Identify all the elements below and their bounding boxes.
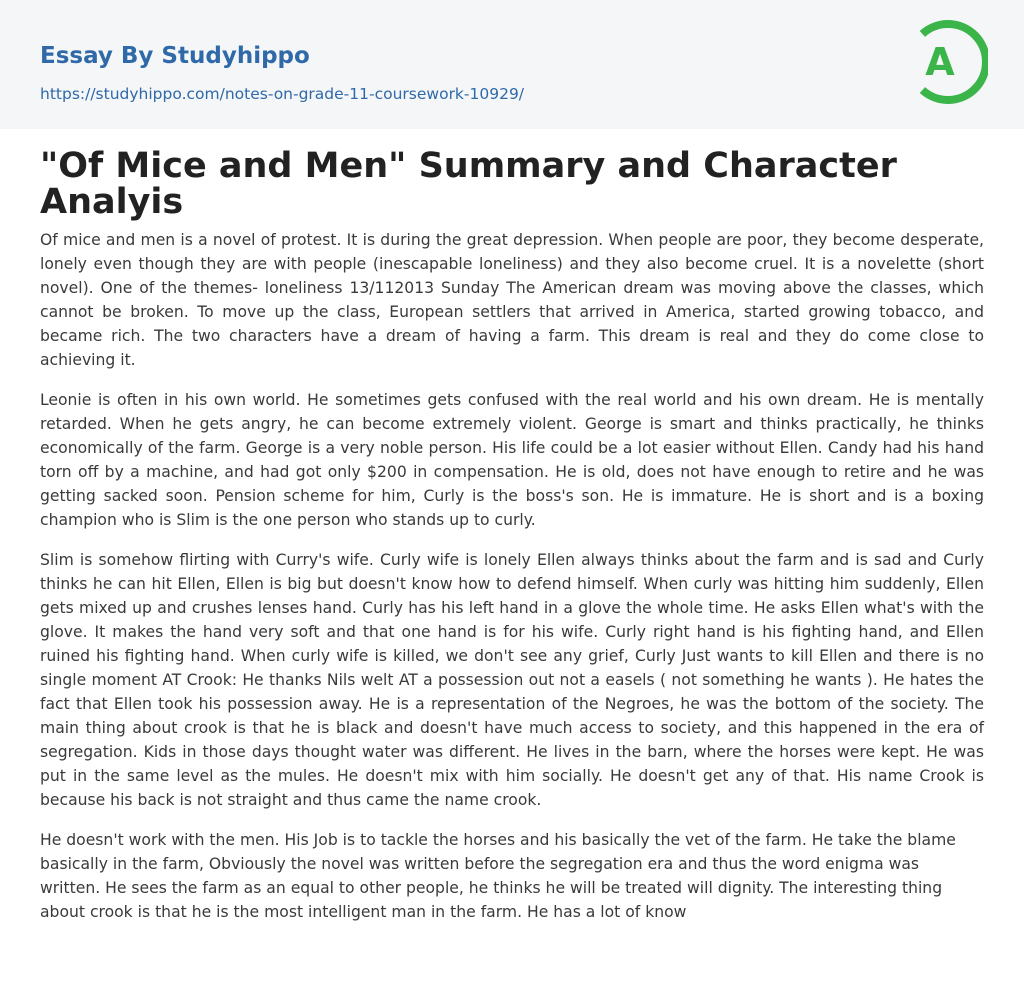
source-url-link[interactable]: https://studyhippo.com/notes-on-grade-11-coursework-10929/ [40,85,525,103]
article-paragraph: Slim is somehow flirting with Curry's wife. Curly wife is lonely Ellen always thinks about the farm and is sad and Curly thinks he can hit Ellen, Ellen is big but doesn't know how to defend himself. When curly was hitting him suddenly, Ellen gets mixed up and crushes lenses hand. Curly has his left hand in a glove the whole time. He asks Ellen what's with the glove. It makes the hand very soft and that one hand is for his wife. Curly right hand is his fighting hand, and Ellen ruined his fighting hand. When curly wife is killed, we don't see any grief, Curly Just wants to kill Ellen and there is no single moment AT Crook: He thanks Nils welt AT a possession out not a easels ( not something he wants ). He hates the fact that Ellen took his possession away. He is a representation of the Negroes, he was the bottom of the society. The main thing about crook is that he is black and doesn't have much access to society, and this happened in the era of segregation. Kids in those days thought water was different. He lives in the barn, where the horses were kept. He was put in the same level as the mules. He doesn't mix with him socially. He doesn't get any of that. His name Crook is because his back is not straight and thus came the name crook. [40,551,984,809]
article-paragraph: Of mice and men is a novel of protest. It is during the great depression. When people are poor, they become desperate, lonely even though they are with people (inescapable loneliness) and they also become cruel. It is a novelette (short novel). One of the themes- loneliness 13/112013 Sunday The American dream was moving above the classes, which cannot be broken. To move up the class, European settlers that arrived in America, started growing tobacco, and became rich. The two characters have a dream of having a farm. This dream is real and they do come close to achieving it. [40,231,984,369]
article-paragraph: Leonie is often in his own world. He sometimes gets confused with the real world and his own dream. He is mentally retarded. When he gets angry, he can become extremely violent. George is smart and thinks practically, he thinks economically of the farm. George is a very noble person. His life could be a lot easier without Ellen. Candy had his hand torn off by a machine, and had got only $200 in compensation. He is old, does not have enough to retire and he was getting sacked soon. Pension scheme for him, Curly is the boss's son. He is immature. He is short and is a boxing champion who is Slim is the one person who stands up to curly. [40,391,984,529]
article-paragraph: He doesn't work with the men. His Job is to tackle the horses and his basically the vet of the farm. He take the blame basically in the farm, Obviously the novel was written before the segregation era and thus the word enigma was written. He sees the farm as an equal to other people, he thinks he will be treated will dignity. The interesting thing about crook is that he is the most intelligent man in the farm. He has a lot of know [40,831,956,921]
brand-title[interactable]: Essay By Studyhippo [40,43,310,69]
site-header [0,0,1024,129]
logo-letter: A [925,40,955,84]
article-title: "Of Mice and Men" Summary and Character Analyis [40,146,897,222]
studyhippo-logo-icon[interactable] [912,18,988,106]
article [40,148,984,940]
